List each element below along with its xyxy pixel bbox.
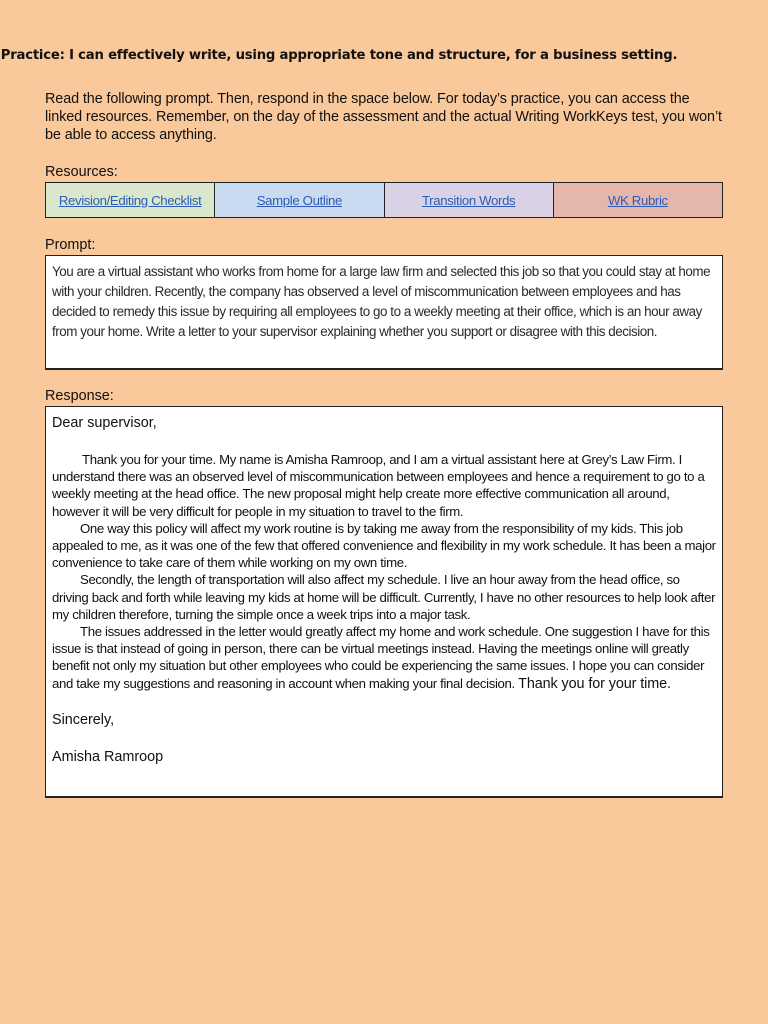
prompt-text: You are a virtual assistant who works from home for a large law firm and selected this job so that you could stay at home with your children. Recently, the company has observed a level of miscommunication between employees and has decided to remedy this issue by requiring all employees to go to a weekly meeting at their office, which is an hour away from your home. Write a letter to your supervisor explaining whether you support or disagree with this decision. — [52, 264, 711, 339]
response-text-area[interactable] — [45, 406, 723, 798]
letter-paragraph: Thank you for your time. My name is Amisha Ramroop, and I am a virtual assistant here at Grey’s Law Firm. I understand there was an observed level of miscommunication between employees and hence a requirement to go to a weekly meeting at the head office. The new proposal might help create more effective communication all around, however it will be very difficult for people in my situation to travel to the firm. — [52, 452, 705, 519]
resources-table — [45, 182, 723, 218]
resource-cell-revision-checklist — [46, 183, 215, 217]
sample-outline-link[interactable]: Sample Outline — [256, 192, 342, 208]
transition-words-link[interactable]: Transition Words — [421, 192, 516, 208]
resources-label: Resources: — [45, 164, 118, 180]
response-label: Response: — [45, 388, 114, 404]
letter-salutation: Dear supervisor, — [52, 415, 157, 431]
prompt-box — [45, 255, 723, 370]
instructions-text: Read the following prompt. Then, respond in the space below. For today’s practice, you can access the linked resources. Remember, on the day of the assessment and the actual Writing WorkKeys test, you won’t be able to access anything. — [45, 91, 722, 143]
letter-paragraph-text: The issues addressed in the letter would greatly affect my home and work schedule. One suggestion I have for this issue is that instead of going in person, there can be virtual meetings instead. Having the meetings online will greatly benefit not only my situation but other employees who could be experiencing the same issues. I hope you can consider and take my suggestions and reasoning in account when making your final decision. — [52, 624, 710, 691]
page-title: Practice: I can effectively write, using appropriate tone and structure, for a business setting. — [0, 48, 678, 63]
resource-cell-sample-outline — [215, 183, 384, 217]
letter-thanks: Thank you for your time. — [518, 675, 671, 692]
letter-paragraph — [52, 623, 716, 693]
resource-cell-wk-rubric — [554, 183, 722, 217]
letter-closing: Sincerely, — [52, 711, 115, 728]
wk-rubric-link[interactable]: WK Rubric — [607, 192, 668, 208]
letter-paragraph: Secondly, the length of transportation will also affect my schedule. I live an hour away from the head office, so driving back and forth while leaving my kids at home will be difficult. Currently, I have no other resources to help look after my children therefore, turning the simple once a week trips into a major task. — [52, 572, 716, 622]
resource-cell-transition-words — [385, 183, 554, 217]
letter-signature: Amisha Ramroop — [52, 748, 164, 765]
revision-checklist-link[interactable]: Revision/Editing Checklist — [58, 192, 202, 208]
letter-paragraph: One way this policy will affect my work routine is by taking me away from the responsibility of my kids. This job appealed to me, as it was one of the few that offered convenience and flexibility in my work schedule. It has been a major convenience to take care of them while working on my own time. — [52, 520, 716, 571]
prompt-label: Prompt: — [45, 237, 96, 253]
